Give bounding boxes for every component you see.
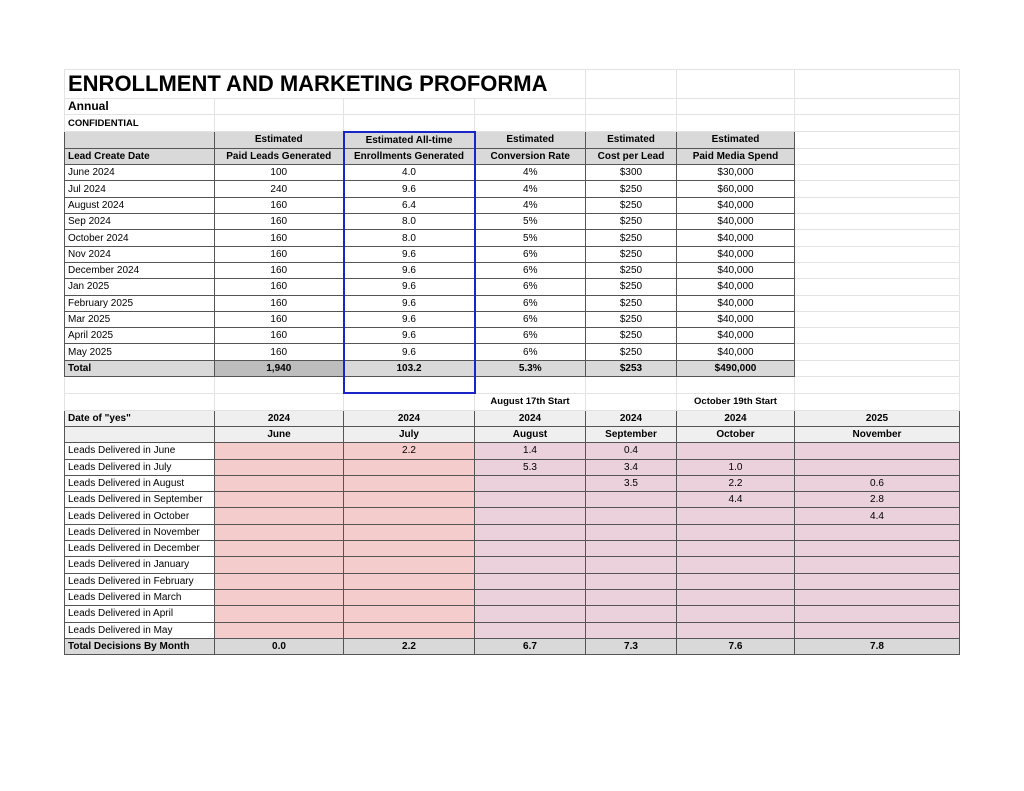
header-cell[interactable]	[65, 132, 215, 149]
data-cell[interactable]	[795, 524, 960, 540]
header-cell[interactable]: 2024	[344, 410, 475, 426]
row-label-cell[interactable]: Leads Delivered in October	[65, 508, 215, 524]
row-label-cell[interactable]: February 2025	[65, 295, 215, 311]
data-cell[interactable]: 2.2	[677, 475, 795, 491]
total-cell[interactable]: 1,940	[215, 360, 344, 376]
data-cell[interactable]: 160	[215, 197, 344, 213]
data-cell[interactable]	[215, 492, 344, 508]
total-label[interactable]: Total Decisions By Month	[65, 638, 215, 654]
data-cell[interactable]: $40,000	[677, 295, 795, 311]
data-cell[interactable]	[795, 443, 960, 459]
total-cell[interactable]: 103.2	[344, 360, 475, 376]
table-row	[65, 165, 960, 181]
data-cell[interactable]: 160	[215, 246, 344, 262]
table-row	[65, 524, 960, 540]
table-row	[65, 197, 960, 213]
header-cell[interactable]: Lead Create Date	[65, 148, 215, 164]
proforma-grid	[64, 69, 960, 655]
data-cell[interactable]: $40,000	[677, 262, 795, 278]
data-cell[interactable]: $40,000	[677, 279, 795, 295]
data-cell[interactable]: 160	[215, 311, 344, 327]
row-label-cell[interactable]: Leads Delivered in July	[65, 459, 215, 475]
data-cell[interactable]	[215, 557, 344, 573]
subtitle: Annual	[65, 99, 215, 115]
header-cell[interactable]: Cost per Lead	[586, 148, 677, 164]
data-cell[interactable]	[475, 475, 586, 491]
data-cell[interactable]: 5%	[475, 214, 586, 230]
october-start-note: October 19th Start	[677, 393, 795, 410]
data-cell[interactable]	[215, 508, 344, 524]
header-cell[interactable]: 2025	[795, 410, 960, 426]
data-cell[interactable]: 160	[215, 262, 344, 278]
data-cell[interactable]: $250	[586, 197, 677, 213]
data-cell[interactable]: $250	[586, 214, 677, 230]
data-cell[interactable]: 6%	[475, 311, 586, 327]
table-row	[65, 557, 960, 573]
data-cell[interactable]	[475, 541, 586, 557]
data-cell[interactable]	[677, 541, 795, 557]
header-cell[interactable]: Paid Leads Generated	[215, 148, 344, 164]
table-row	[65, 279, 960, 295]
table-row	[65, 541, 960, 557]
data-cell[interactable]: 6%	[475, 246, 586, 262]
data-cell[interactable]: 9.6	[344, 246, 475, 262]
data-cell[interactable]	[795, 622, 960, 638]
data-cell[interactable]	[586, 622, 677, 638]
data-cell[interactable]	[215, 475, 344, 491]
header-cell[interactable]: Estimated	[677, 132, 795, 149]
data-cell[interactable]	[677, 622, 795, 638]
header-cell[interactable]: June	[215, 426, 344, 442]
data-cell[interactable]: 9.6	[344, 311, 475, 327]
data-cell[interactable]: 160	[215, 328, 344, 344]
data-cell[interactable]: 6.4	[344, 197, 475, 213]
header-cell[interactable]: August	[475, 426, 586, 442]
data-cell[interactable]	[795, 459, 960, 475]
header-cell[interactable]: July	[344, 426, 475, 442]
data-cell[interactable]	[586, 524, 677, 540]
data-cell[interactable]: 4%	[475, 197, 586, 213]
data-cell[interactable]	[344, 492, 475, 508]
table-row	[65, 573, 960, 589]
row-label-cell[interactable]: Leads Delivered in September	[65, 492, 215, 508]
data-cell[interactable]: 4.4	[795, 508, 960, 524]
data-cell[interactable]	[215, 541, 344, 557]
row-label-cell[interactable]: Leads Delivered in December	[65, 541, 215, 557]
data-cell[interactable]	[677, 589, 795, 605]
data-cell[interactable]: $40,000	[677, 311, 795, 327]
data-cell[interactable]: $250	[586, 311, 677, 327]
data-cell[interactable]: 0.4	[586, 443, 677, 459]
table-row	[65, 181, 960, 197]
bottom-year-row	[65, 410, 960, 426]
data-cell[interactable]	[344, 573, 475, 589]
header-cell[interactable]: Date of "yes"	[65, 410, 215, 426]
data-cell[interactable]: 4.0	[344, 165, 475, 181]
data-cell[interactable]: $250	[586, 279, 677, 295]
bottom-total-row	[65, 638, 960, 654]
bottom-month-row	[65, 426, 960, 442]
header-cell[interactable]: 2024	[475, 410, 586, 426]
header-cell[interactable]: Paid Media Spend	[677, 148, 795, 164]
data-cell[interactable]: 1.4	[475, 443, 586, 459]
data-cell[interactable]: $250	[586, 344, 677, 360]
table-row	[65, 622, 960, 638]
data-cell[interactable]	[677, 508, 795, 524]
data-cell[interactable]	[215, 459, 344, 475]
table-row	[65, 443, 960, 459]
data-cell[interactable]	[795, 589, 960, 605]
header-cell[interactable]: September	[586, 426, 677, 442]
data-cell[interactable]: 9.6	[344, 262, 475, 278]
data-cell[interactable]	[215, 573, 344, 589]
data-cell[interactable]	[475, 622, 586, 638]
data-cell[interactable]: 6%	[475, 295, 586, 311]
data-cell[interactable]	[344, 606, 475, 622]
total-cell[interactable]: 7.6	[677, 638, 795, 654]
header-cell-selected[interactable]: Estimated All-time	[344, 132, 475, 149]
data-cell[interactable]: 8.0	[344, 230, 475, 246]
row-label-cell[interactable]: Leads Delivered in August	[65, 475, 215, 491]
row-label-cell[interactable]: December 2024	[65, 262, 215, 278]
data-cell[interactable]	[795, 573, 960, 589]
data-cell[interactable]	[586, 508, 677, 524]
row-label-cell[interactable]: August 2024	[65, 197, 215, 213]
total-cell[interactable]: $490,000	[677, 360, 795, 376]
row-label-cell[interactable]: October 2024	[65, 230, 215, 246]
header-cell-selected[interactable]: Enrollments Generated	[344, 148, 475, 164]
row-label-cell[interactable]: Nov 2024	[65, 246, 215, 262]
header-cell[interactable]: Estimated	[475, 132, 586, 149]
total-cell[interactable]: 7.3	[586, 638, 677, 654]
data-cell[interactable]	[795, 606, 960, 622]
row-label-cell[interactable]: June 2024	[65, 165, 215, 181]
data-cell[interactable]: $40,000	[677, 344, 795, 360]
data-cell[interactable]	[586, 573, 677, 589]
data-cell[interactable]	[586, 541, 677, 557]
data-cell[interactable]: 6%	[475, 262, 586, 278]
table-row	[65, 214, 960, 230]
data-cell[interactable]: $250	[586, 230, 677, 246]
table-row	[65, 295, 960, 311]
data-cell[interactable]	[586, 589, 677, 605]
data-cell[interactable]: 3.5	[586, 475, 677, 491]
data-cell[interactable]	[215, 622, 344, 638]
data-cell[interactable]	[677, 443, 795, 459]
table-row	[65, 459, 960, 475]
row-label-cell[interactable]: Jul 2024	[65, 181, 215, 197]
data-cell[interactable]: 100	[215, 165, 344, 181]
data-cell[interactable]: $40,000	[677, 230, 795, 246]
table-row	[65, 508, 960, 524]
data-cell[interactable]	[344, 508, 475, 524]
data-cell[interactable]: 9.6	[344, 328, 475, 344]
row-label-cell[interactable]: Leads Delivered in November	[65, 524, 215, 540]
header-cell[interactable]	[65, 426, 215, 442]
table-row	[65, 475, 960, 491]
data-cell[interactable]	[344, 541, 475, 557]
selected-empty-cell[interactable]	[344, 377, 475, 394]
header-cell[interactable]: Estimated	[586, 132, 677, 149]
header-cell[interactable]: October	[677, 426, 795, 442]
top-total-row	[65, 360, 960, 376]
top-header-row-1	[65, 132, 960, 149]
data-cell[interactable]: 3.4	[586, 459, 677, 475]
table-row	[65, 246, 960, 262]
data-cell[interactable]: 160	[215, 279, 344, 295]
data-cell[interactable]: $300	[586, 165, 677, 181]
table-row	[65, 492, 960, 508]
data-cell[interactable]: 5.3	[475, 459, 586, 475]
data-cell[interactable]	[475, 557, 586, 573]
data-cell[interactable]	[586, 492, 677, 508]
spreadsheet	[64, 69, 960, 655]
data-cell[interactable]	[795, 541, 960, 557]
data-cell[interactable]: 240	[215, 181, 344, 197]
data-cell[interactable]: 8.0	[344, 214, 475, 230]
data-cell[interactable]	[215, 589, 344, 605]
header-cell[interactable]: November	[795, 426, 960, 442]
data-cell[interactable]	[677, 557, 795, 573]
header-cell[interactable]: Conversion Rate	[475, 148, 586, 164]
data-cell[interactable]	[215, 524, 344, 540]
table-row	[65, 589, 960, 605]
data-cell[interactable]: $60,000	[677, 181, 795, 197]
data-cell[interactable]	[677, 524, 795, 540]
data-cell[interactable]: 160	[215, 230, 344, 246]
data-cell[interactable]: 9.6	[344, 344, 475, 360]
data-cell[interactable]	[475, 606, 586, 622]
total-cell[interactable]: 2.2	[344, 638, 475, 654]
data-cell[interactable]: $40,000	[677, 246, 795, 262]
data-cell[interactable]	[344, 459, 475, 475]
data-cell[interactable]	[677, 606, 795, 622]
data-cell[interactable]: 1.0	[677, 459, 795, 475]
data-cell[interactable]	[344, 524, 475, 540]
header-cell[interactable]: 2024	[586, 410, 677, 426]
total-cell[interactable]: 0.0	[215, 638, 344, 654]
data-cell[interactable]	[677, 573, 795, 589]
row-label-cell[interactable]: Leads Delivered in June	[65, 443, 215, 459]
top-header-row-2	[65, 148, 960, 164]
data-cell[interactable]: $30,000	[677, 165, 795, 181]
page-title: ENROLLMENT AND MARKETING PROFORMA	[65, 70, 586, 99]
august-start-note: August 17th Start	[475, 393, 586, 410]
row-label-cell[interactable]: Sep 2024	[65, 214, 215, 230]
confidential-label: CONFIDENTIAL	[65, 115, 215, 132]
data-cell[interactable]	[586, 606, 677, 622]
header-cell[interactable]: 2024	[215, 410, 344, 426]
data-cell[interactable]: 9.6	[344, 181, 475, 197]
total-label[interactable]: Total	[65, 360, 215, 376]
data-cell[interactable]: 4.4	[677, 492, 795, 508]
data-cell[interactable]	[215, 606, 344, 622]
data-cell[interactable]	[475, 508, 586, 524]
data-cell[interactable]: 5%	[475, 230, 586, 246]
data-cell[interactable]	[475, 589, 586, 605]
row-label-cell[interactable]: Leads Delivered in May	[65, 622, 215, 638]
data-cell[interactable]: 160	[215, 295, 344, 311]
data-cell[interactable]	[795, 557, 960, 573]
data-cell[interactable]	[586, 557, 677, 573]
data-cell[interactable]: 6%	[475, 279, 586, 295]
data-cell[interactable]	[475, 524, 586, 540]
data-cell[interactable]: $40,000	[677, 197, 795, 213]
data-cell[interactable]: 4%	[475, 181, 586, 197]
row-label-cell[interactable]: Jan 2025	[65, 279, 215, 295]
data-cell[interactable]	[344, 557, 475, 573]
row-label-cell[interactable]: May 2025	[65, 344, 215, 360]
table-row	[65, 606, 960, 622]
data-cell[interactable]: 6%	[475, 328, 586, 344]
data-cell[interactable]: 9.6	[344, 279, 475, 295]
data-cell[interactable]: 2.8	[795, 492, 960, 508]
data-cell[interactable]: $40,000	[677, 328, 795, 344]
total-cell[interactable]: $253	[586, 360, 677, 376]
data-cell[interactable]: $250	[586, 246, 677, 262]
data-cell[interactable]: 4%	[475, 165, 586, 181]
data-cell[interactable]: $250	[586, 181, 677, 197]
data-cell[interactable]: $250	[586, 262, 677, 278]
total-cell[interactable]: 5.3%	[475, 360, 586, 376]
header-cell[interactable]: Estimated	[215, 132, 344, 149]
data-cell[interactable]	[475, 573, 586, 589]
table-row	[65, 328, 960, 344]
table-row	[65, 311, 960, 327]
row-label-cell[interactable]: Leads Delivered in April	[65, 606, 215, 622]
data-cell[interactable]: 160	[215, 344, 344, 360]
data-cell[interactable]: 2.2	[344, 443, 475, 459]
data-cell[interactable]: $40,000	[677, 214, 795, 230]
data-cell[interactable]: $250	[586, 328, 677, 344]
total-cell[interactable]: 7.8	[795, 638, 960, 654]
data-cell[interactable]: 9.6	[344, 295, 475, 311]
row-label-cell[interactable]: April 2025	[65, 328, 215, 344]
data-cell[interactable]	[344, 475, 475, 491]
data-cell[interactable]	[344, 589, 475, 605]
row-label-cell[interactable]: Leads Delivered in February	[65, 573, 215, 589]
data-cell[interactable]	[475, 492, 586, 508]
row-label-cell[interactable]: Mar 2025	[65, 311, 215, 327]
data-cell[interactable]	[215, 443, 344, 459]
table-row	[65, 344, 960, 360]
table-row	[65, 230, 960, 246]
data-cell[interactable]: 0.6	[795, 475, 960, 491]
table-row	[65, 262, 960, 278]
data-cell[interactable]	[344, 622, 475, 638]
row-label-cell[interactable]: Leads Delivered in March	[65, 589, 215, 605]
data-cell[interactable]: $250	[586, 295, 677, 311]
data-cell[interactable]: 6%	[475, 344, 586, 360]
data-cell[interactable]: 160	[215, 214, 344, 230]
header-cell[interactable]: 2024	[677, 410, 795, 426]
row-label-cell[interactable]: Leads Delivered in January	[65, 557, 215, 573]
total-cell[interactable]: 6.7	[475, 638, 586, 654]
